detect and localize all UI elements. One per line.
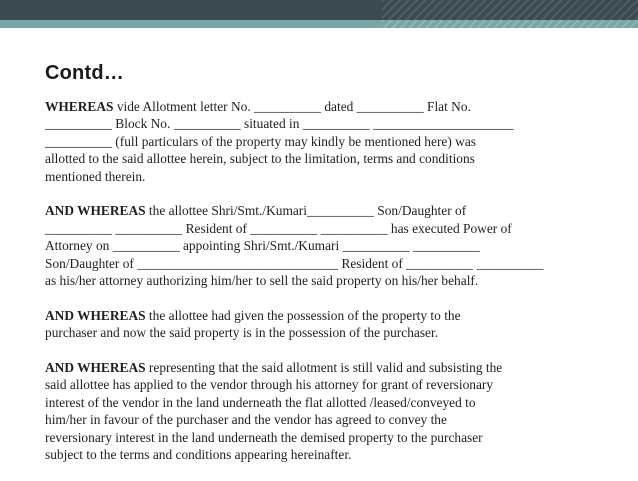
- clause-paragraph: [45, 359, 615, 463]
- clause-text: representing that the said allotment is still valid and subsisting the said allottee has applied to the vendor through his attorney for grant of reversionary interest of the vendor in the land underneath the flat allotted /leased/conveyed to him/her in favour of the purchaser and the vendor has agreed to convey the reversionary interest in the land underneath the demised property to the purchaser subject to the terms and conditions appearing hereinafter.: [45, 360, 503, 463]
- clause-paragraph: [45, 307, 615, 342]
- clause-paragraph: [45, 98, 615, 185]
- accent-stripe-pattern: [382, 20, 638, 28]
- slide-body: [45, 98, 615, 481]
- slide-title: Contd…: [45, 62, 124, 84]
- clause-lead: AND WHEREAS: [45, 203, 146, 219]
- clause-lead: AND WHEREAS: [45, 307, 146, 323]
- clause-text: vide Allotment letter No. __________ dated __________ Flat No. __________ Block No. __________ situated in __________ _____________________ __________ (full particulars of the property may kindly be mentioned here) was allotted to the said allottee herein, subject to the limitation, terms and conditions mentioned therein.: [45, 99, 514, 184]
- clause-text: the allottee had given the possession of the property to the purchaser and now the said property is in the possession of the purchaser.: [45, 307, 461, 341]
- clause-lead: AND WHEREAS: [45, 360, 146, 376]
- clause-paragraph: [45, 202, 615, 289]
- clause-lead: WHEREAS: [45, 99, 114, 114]
- header-band-pattern: [382, 0, 638, 20]
- clause-text: the allottee Shri/Smt./Kumari__________ Son/Daughter of __________ __________ Resident of __________ __________ has executed Power of Attorney on __________ appointing Shri/Smt./Kumari __________ __________ Son/Daughter of ______________________________ Resident of __________ __________ as his/her attorney authorizing him/her to sell the said property on his/her behalf.: [45, 203, 544, 289]
